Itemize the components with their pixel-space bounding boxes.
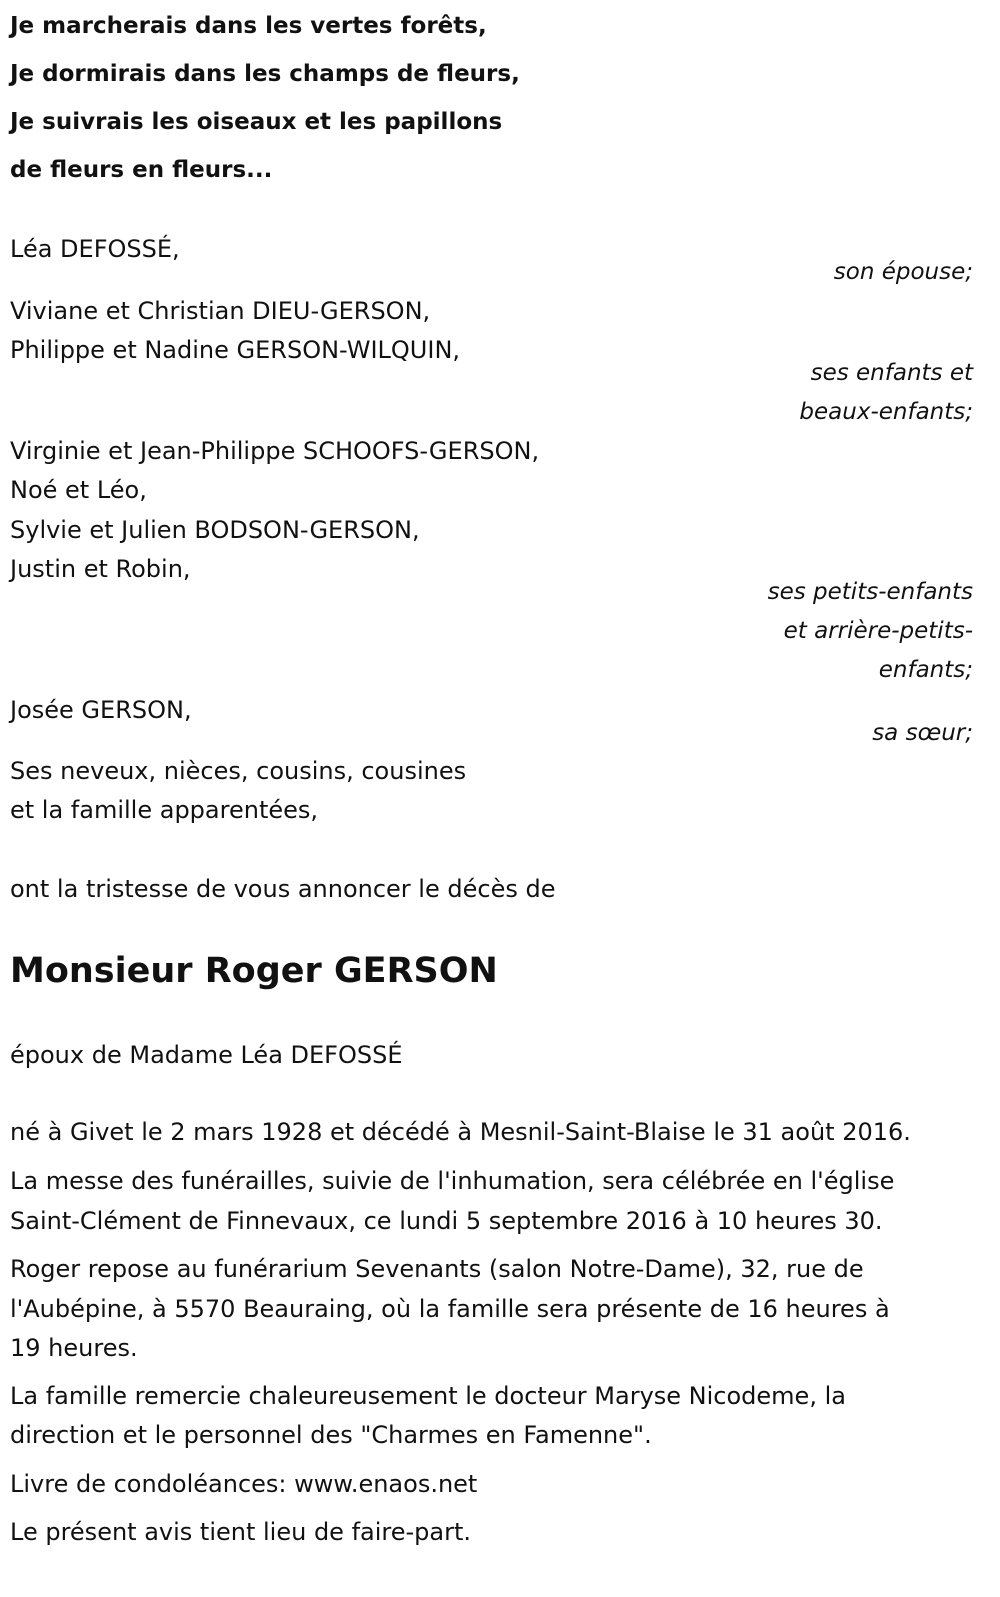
grandchild-line: Virginie et Jean-Philippe SCHOOFS-GERSON, — [10, 437, 540, 465]
child-line: Philippe et Nadine GERSON-WILQUIN, — [10, 336, 461, 364]
notice-line: Le présent avis tient lieu de faire-part. — [10, 1518, 472, 1546]
grandchildren-relation: et arrière-petits- — [783, 618, 973, 644]
funeral-line: Saint-Clément de Finnevaux, ce lundi 5 septembre 2016 à 10 heures 30. — [10, 1207, 883, 1235]
funerarium-line: l'Aubépine, à 5570 Beauraing, où la famille sera présente de 16 heures à — [10, 1295, 890, 1323]
extended-family-line: Ses neveux, nièces, cousins, cousines — [10, 757, 467, 785]
extended-family-line: et la famille apparentées, — [10, 796, 319, 824]
sister-name: Josée GERSON, — [10, 696, 192, 724]
grandchild-line: Noé et Léo, — [10, 476, 147, 504]
grandchild-line: Justin et Robin, — [10, 555, 191, 583]
poem-line: Je marcherais dans les vertes forêts, — [10, 13, 487, 39]
poem-line: de fleurs en fleurs... — [10, 157, 273, 183]
grandchild-line: Sylvie et Julien BODSON-GERSON, — [10, 516, 420, 544]
grandchildren-relation: ses petits-enfants — [767, 579, 973, 605]
funerarium-line: Roger repose au funérarium Sevenants (salon Notre-Dame), 32, rue de — [10, 1255, 864, 1283]
funerarium-line: 19 heures. — [10, 1334, 138, 1362]
children-relation: ses enfants et — [810, 360, 973, 386]
funeral-line: La messe des funérailles, suivie de l'inhumation, sera célébrée en l'église — [10, 1167, 895, 1195]
spouse-line: époux de Madame Léa DEFOSSÉ — [10, 1041, 403, 1069]
poem-line: Je suivrais les oiseaux et les papillons — [10, 109, 503, 135]
announcement: ont la tristesse de vous annoncer le décès de — [10, 875, 556, 903]
condolences-line: Livre de condoléances: www.enaos.net — [10, 1470, 478, 1498]
children-relation: beaux-enfants; — [799, 399, 973, 425]
poem-line: Je dormirais dans les champs de fleurs, — [10, 61, 520, 87]
child-line: Viviane et Christian DIEU-GERSON, — [10, 297, 431, 325]
spouse-name: Léa DEFOSSÉ, — [10, 235, 180, 263]
deceased-name: Monsieur Roger GERSON — [10, 951, 498, 991]
sister-relation: sa sœur; — [872, 720, 973, 746]
birth-death-line: né à Givet le 2 mars 1928 et décédé à Mesnil-Saint-Blaise le 31 août 2016. — [10, 1118, 911, 1146]
spouse-relation: son épouse; — [833, 259, 973, 285]
grandchildren-relation: enfants; — [878, 657, 973, 683]
thanks-line: La famille remercie chaleureusement le docteur Maryse Nicodeme, la — [10, 1382, 846, 1410]
thanks-line: direction et le personnel des "Charmes en Famenne". — [10, 1421, 652, 1449]
